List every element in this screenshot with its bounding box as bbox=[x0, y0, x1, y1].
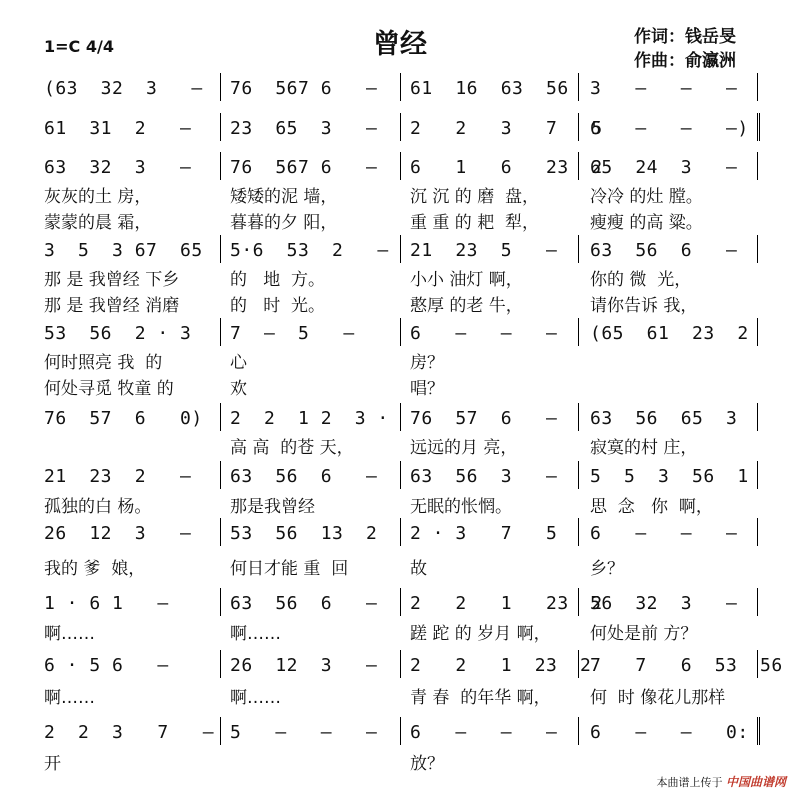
key-signature: 1=C 4/4 bbox=[44, 37, 114, 56]
barline bbox=[400, 318, 401, 346]
lyric-segment: 矮矮的泥 墙， bbox=[230, 187, 338, 207]
measure: 2 2 1 23 2 bbox=[410, 593, 603, 614]
lyricist-credit: 作词：钱岳旻 bbox=[634, 27, 736, 47]
lyric-segment: 何处是前 方？ bbox=[590, 624, 698, 644]
measure: 21 23 2 — bbox=[44, 466, 192, 487]
lyric-segment: 啊…… bbox=[230, 688, 281, 708]
barline bbox=[757, 152, 758, 180]
site-brand: 中国曲谱网 bbox=[725, 775, 786, 789]
barline bbox=[578, 588, 579, 616]
measure: 6 — — — bbox=[410, 722, 558, 743]
lyric-segment: 沉 沉 的 磨 盘， bbox=[410, 187, 540, 207]
lyric-line bbox=[0, 208, 800, 233]
lyric-segment: 乡？ bbox=[590, 559, 624, 579]
lyric-line bbox=[0, 348, 800, 373]
barline bbox=[220, 461, 221, 489]
barline bbox=[220, 650, 221, 678]
lyric-segment: 重 重 的 耙 犁， bbox=[410, 213, 540, 233]
lyric-line bbox=[0, 291, 800, 316]
measure: 7 — 5 — bbox=[230, 323, 355, 344]
measure: 61 16 63 56 bbox=[410, 78, 569, 99]
lyric-segment: 故 bbox=[410, 559, 427, 579]
notation-row bbox=[0, 655, 800, 677]
measure: 1 · 6 1 — bbox=[44, 593, 169, 614]
lyric-segment: 寂寞的村 庄， bbox=[590, 438, 698, 458]
lyric-segment: 蒙蒙的晨 霜， bbox=[44, 213, 152, 233]
lyric-segment: 青 春 的年华 啊， bbox=[410, 688, 551, 708]
barline bbox=[578, 235, 579, 263]
lyric-segment: 思 念 你 啊， bbox=[590, 497, 713, 517]
lyric-segment: 你的 微 光， bbox=[590, 270, 692, 290]
barline bbox=[757, 518, 758, 546]
lyric-line bbox=[0, 492, 800, 517]
barline bbox=[220, 152, 221, 180]
lyric-segment: 孤独的白 杨。 bbox=[44, 497, 152, 517]
footer-text: 本曲谱上传于 bbox=[656, 776, 723, 789]
lyric-segment: 远远的月 亮， bbox=[410, 438, 518, 458]
barline bbox=[220, 73, 221, 101]
barline bbox=[220, 403, 221, 431]
measure: 23 65 3 — bbox=[230, 118, 378, 139]
barline bbox=[400, 717, 401, 745]
measure: 53 56 2 · 3 bbox=[44, 323, 192, 344]
measure: 2 2 3 7 5 bbox=[410, 118, 603, 139]
barline bbox=[400, 73, 401, 101]
measure: 6 · 5 6 — bbox=[44, 655, 169, 676]
lyric-segment: 那是我曾经 bbox=[230, 497, 315, 517]
lyric-segment: 开 bbox=[44, 754, 61, 774]
measure: 6 — — 0: bbox=[590, 722, 749, 743]
barline bbox=[578, 113, 579, 141]
lyric-segment: 房？ bbox=[410, 353, 444, 373]
measure: 3 — — — bbox=[590, 78, 738, 99]
lyric-segment: 冷冷 的灶 膛。 bbox=[590, 187, 703, 207]
measure: 65 24 3 — bbox=[590, 157, 738, 178]
measure: 6 — — — bbox=[410, 323, 558, 344]
lyric-segment: 请你告诉 我， bbox=[590, 296, 698, 316]
measure: 63 56 6 — bbox=[590, 240, 738, 261]
measure: 5 — — — bbox=[230, 722, 378, 743]
barline bbox=[757, 403, 758, 431]
lyric-line bbox=[0, 433, 800, 458]
lyric-segment: 的 时 光。 bbox=[230, 296, 326, 316]
lyric-segment: 何日才能 重 回 bbox=[230, 559, 349, 579]
barline bbox=[578, 318, 579, 346]
lyric-segment: 何 时 像花儿那样 bbox=[590, 688, 726, 708]
measure: 3 5 3 67 65 bbox=[44, 240, 203, 261]
barline bbox=[400, 518, 401, 546]
measure: 5 5 3 56 1 bbox=[590, 466, 749, 487]
lyric-segment: 小小 油灯 啊， bbox=[410, 270, 523, 290]
measure: 26 12 3 — bbox=[230, 655, 378, 676]
measure: 63 32 3 — bbox=[44, 157, 192, 178]
lyric-segment: 啊…… bbox=[230, 624, 281, 644]
notation-row bbox=[0, 78, 800, 100]
barline bbox=[578, 717, 579, 745]
measure: 2 2 1 23 2 bbox=[410, 655, 592, 676]
measure: 63 56 6 — bbox=[230, 466, 378, 487]
lyric-segment: 我的 爹 娘， bbox=[44, 559, 146, 579]
lyric-segment: 那 是 我曾经 下乡 bbox=[44, 270, 180, 290]
lyric-segment: 那 是 我曾经 消磨 bbox=[44, 296, 180, 316]
lyric-segment: 高 高 的苍 天， bbox=[230, 438, 354, 458]
measure: 76 567 6 — bbox=[230, 78, 378, 99]
barline bbox=[578, 518, 579, 546]
measure: (63 32 3 — bbox=[44, 78, 203, 99]
lyric-line bbox=[0, 265, 800, 290]
barline bbox=[220, 113, 221, 141]
lyric-segment: 憨厚 的老 牛， bbox=[410, 296, 523, 316]
measure: 76 567 6 — bbox=[230, 157, 378, 178]
measure: 6 1 6 23 2 bbox=[410, 157, 603, 178]
lyric-line bbox=[0, 182, 800, 207]
barline bbox=[400, 588, 401, 616]
barline bbox=[400, 113, 401, 141]
lyric-segment: 的 地 方。 bbox=[230, 270, 326, 290]
lyric-line bbox=[0, 683, 800, 708]
lyric-segment: 唱？ bbox=[410, 379, 444, 399]
notation-row bbox=[0, 240, 800, 262]
measure: 6 — — —) bbox=[590, 118, 749, 139]
barline bbox=[757, 318, 758, 346]
barline bbox=[578, 73, 579, 101]
barline bbox=[757, 73, 758, 101]
barline bbox=[400, 650, 401, 678]
measure: 2 2 1 2 3 · bbox=[230, 408, 389, 429]
barline bbox=[757, 461, 758, 489]
lyric-segment: 蹉 跎 的 岁月 啊， bbox=[410, 624, 551, 644]
lyric-segment: 啊…… bbox=[44, 688, 95, 708]
notation-row bbox=[0, 593, 800, 615]
lyric-line bbox=[0, 749, 800, 774]
measure: 2 2 3 7 — bbox=[44, 722, 215, 743]
lyric-segment: 欢 bbox=[230, 379, 247, 399]
lyric-segment: 何时照亮 我 的 bbox=[44, 353, 163, 373]
measure: 63 56 3 — bbox=[410, 466, 558, 487]
barline bbox=[578, 461, 579, 489]
notation-row bbox=[0, 118, 800, 140]
lyric-segment: 暮暮的夕 阳， bbox=[230, 213, 338, 233]
measure: 53 56 13 2 bbox=[230, 523, 378, 544]
measure: 7 7 6 53 56 bbox=[590, 655, 783, 676]
lyric-line bbox=[0, 619, 800, 644]
barline bbox=[400, 235, 401, 263]
lyric-line bbox=[0, 374, 800, 399]
composer-credit: 作曲：俞瀛洲 bbox=[634, 51, 736, 71]
barline bbox=[757, 717, 760, 745]
measure: 63 56 6 — bbox=[230, 593, 378, 614]
measure: 56 32 3 — bbox=[590, 593, 738, 614]
notation-row bbox=[0, 722, 800, 744]
barline bbox=[400, 403, 401, 431]
notation-row bbox=[0, 466, 800, 488]
barline bbox=[578, 650, 579, 678]
notation-row bbox=[0, 523, 800, 545]
measure: (65 61 23 2 bbox=[590, 323, 749, 344]
barline bbox=[757, 650, 758, 678]
notation-row bbox=[0, 408, 800, 430]
barline bbox=[220, 717, 221, 745]
barline bbox=[400, 461, 401, 489]
measure: 26 12 3 — bbox=[44, 523, 192, 544]
measure: 6 — — — bbox=[590, 523, 738, 544]
lyric-segment: 无眠的怅惘。 bbox=[410, 497, 512, 517]
lyric-segment: 瘦瘦 的高 粱。 bbox=[590, 213, 703, 233]
barline bbox=[220, 235, 221, 263]
song-title: 曾经 bbox=[373, 29, 427, 60]
barline bbox=[757, 588, 758, 616]
lyric-segment: 心 bbox=[230, 353, 247, 373]
measure: 61 31 2 — bbox=[44, 118, 192, 139]
lyric-segment: 放？ bbox=[410, 754, 444, 774]
barline bbox=[757, 235, 758, 263]
measure: 2 · 3 7 5 bbox=[410, 523, 558, 544]
barline bbox=[578, 152, 579, 180]
measure: 5·6 53 2 — bbox=[230, 240, 389, 261]
footer-credit bbox=[656, 773, 786, 790]
measure: 63 56 65 3 bbox=[590, 408, 738, 429]
barline bbox=[220, 318, 221, 346]
lyric-segment: 灰灰的土 房， bbox=[44, 187, 152, 207]
notation-row bbox=[0, 157, 800, 179]
barline bbox=[220, 518, 221, 546]
barline bbox=[578, 403, 579, 431]
measure: 21 23 5 — bbox=[410, 240, 558, 261]
barline bbox=[220, 588, 221, 616]
lyric-segment: 何处寻觅 牧童 的 bbox=[44, 379, 174, 399]
measure: 76 57 6 — bbox=[410, 408, 558, 429]
lyric-segment: 啊…… bbox=[44, 624, 95, 644]
notation-row bbox=[0, 323, 800, 345]
barline bbox=[400, 152, 401, 180]
lyric-line bbox=[0, 554, 800, 579]
measure: 76 57 6 0) bbox=[44, 408, 203, 429]
barline bbox=[757, 113, 760, 141]
